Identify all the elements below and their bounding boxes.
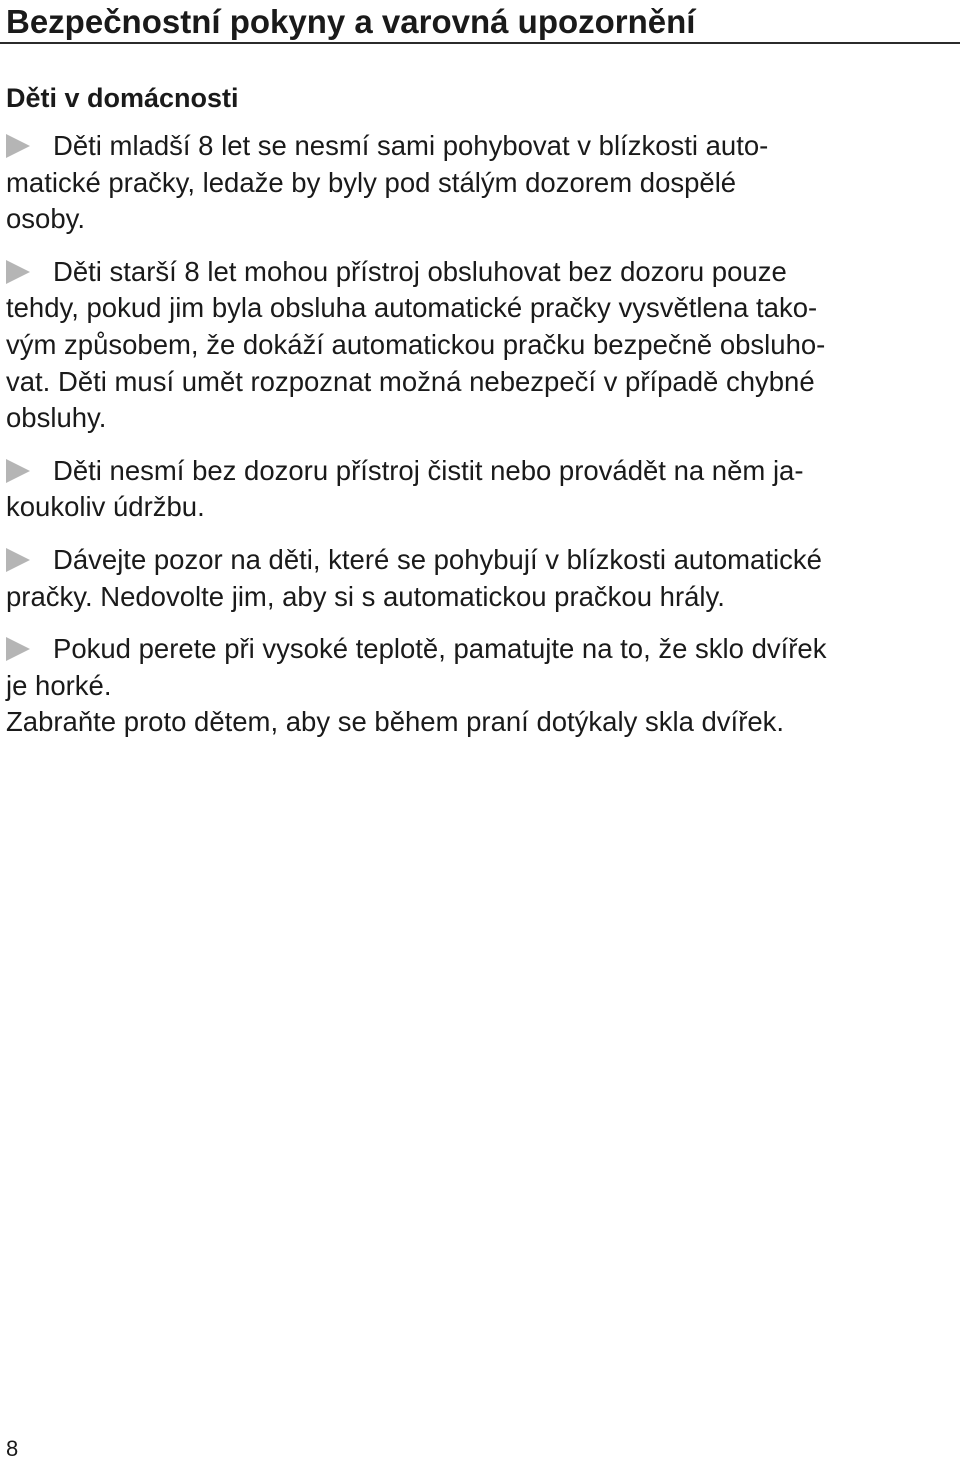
bullet-line: je horké. [6,669,112,701]
title-divider [0,42,960,44]
page-title: Bezpečnostní pokyny a varovná upozornění [6,3,696,40]
bullet-line: Děti mladší 8 let se nesmí sami pohybovat v blízkosti auto- [53,130,769,161]
bullet-line: Děti nesmí bez dozoru přístroj čistit nebo provádět na něm ja- [53,454,804,486]
bullet-item [6,453,942,526]
arrow-bullet-icon [6,134,30,158]
bullet-item [6,631,942,704]
section-heading: Děti v domácnosti [6,83,239,113]
page-number: 8 [6,1436,19,1461]
bullet-line: Děti starší 8 let mohou přístroj obsluhovat bez dozoru pouze [53,255,787,287]
closing-text: Zabraňte proto dětem, aby se během praní dotýkaly skla dvířek. [6,706,785,738]
bullet-line: tehdy, pokud jim byla obsluha automatické pračky vysvětlena tako- [6,292,818,324]
safety-instructions [6,128,942,757]
bullet-line: Dávejte pozor na děti, které se pohybují v blízkosti automatické [53,543,822,575]
bullet-line: obsluhy. [6,402,107,434]
bullet-line: vým způsobem, že dokáží automatickou pračku bezpečně obsluho- [6,328,826,360]
arrow-bullet-icon [6,548,30,572]
bullet-item [6,542,942,615]
bullet-line: osoby. [6,203,85,235]
bullet-line: Pokud perete při vysoké teplotě, pamatujte na to, že sklo dvířek [53,633,827,665]
arrow-bullet-icon [6,260,30,284]
bullet-item [6,128,942,238]
arrow-bullet-icon [6,459,30,483]
bullet-line: koukoliv údržbu. [6,491,205,523]
bullet-line: matické pračky, ledaže by byly pod stálým dozorem dospělé [6,166,737,198]
arrow-bullet-icon [6,637,30,661]
bullet-line: pračky. Nedovolte jim, aby si s automatickou pračkou hrály. [6,580,725,612]
bullet-line: vat. Děti musí umět rozpoznat možná nebezpečí v případě chybné [6,365,815,397]
bullet-item [6,254,942,437]
